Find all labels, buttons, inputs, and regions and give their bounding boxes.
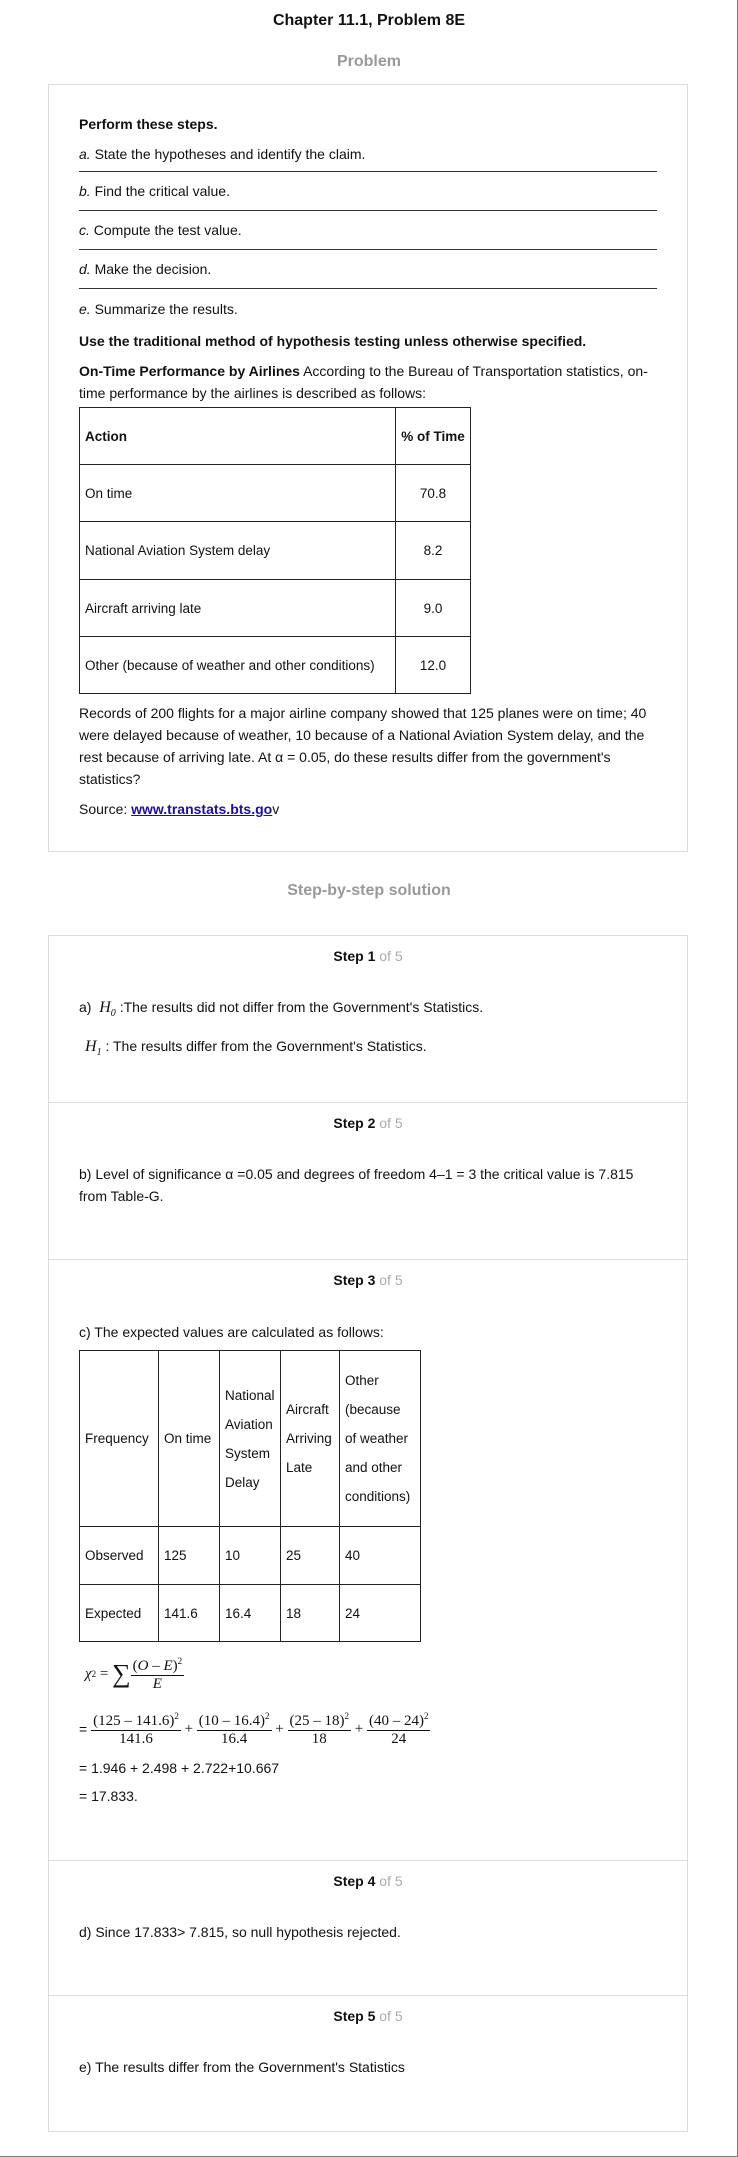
- source-label: Source:: [79, 801, 132, 817]
- table-cell: 16.4: [220, 1585, 281, 1642]
- table-cell: Aircraft arriving late: [80, 580, 396, 637]
- problem-heading: Problem: [336, 53, 401, 70]
- chi-square-substitution: = $\frac{(125 - 141.6)^2}{141.6}$ + $\frac{(10 - 16.4)^2}{16.4}$ + $\frac{(25 - 18)^2}{18}$ + $\frac{(40 - 24)^2}{24}$: [79, 1710, 429, 1747]
- step-text: State the hypotheses and identify the claim.: [90, 146, 366, 162]
- method-note: Use the traditional method of hypothesis testing unless otherwise specified.: [79, 333, 587, 349]
- step-text: Compute the test value.: [89, 222, 242, 238]
- problem-step-d: [79, 250, 657, 289]
- intro-paragraph: [79, 360, 657, 404]
- table-cell: On time: [80, 465, 396, 522]
- step-letter: c.: [79, 222, 90, 238]
- table-cell: 125: [159, 1527, 220, 1585]
- result-line: = 17.833.: [79, 1788, 138, 1804]
- problem-step-a: [79, 141, 657, 172]
- table-header-row: [80, 408, 471, 465]
- step-2-section: [48, 1102, 688, 1260]
- source-link[interactable]: www.transtats.bts.go: [131, 801, 273, 817]
- table-cell: 70.8: [396, 465, 471, 522]
- performance-table: [79, 407, 471, 694]
- step-5-section: [48, 1995, 688, 2132]
- h1-statement: : The results differ from the Government's Statistics.: [105, 1038, 427, 1055]
- step-1-title: Step 1 of 5: [333, 948, 403, 964]
- step-letter: a.: [79, 146, 91, 162]
- table-cell: National Aviation System delay: [80, 522, 396, 580]
- intro-bold: On-Time Performance by Airlines: [79, 363, 300, 379]
- step-text: Summarize the results.: [90, 301, 238, 317]
- source-line: [79, 798, 657, 820]
- intro-text: According to the Bureau of Transportation statistics, on-time performance by the airlines is described as follows:: [79, 363, 648, 401]
- table-cell: 18: [281, 1585, 340, 1642]
- h0-statement: :The results did not differ from the Government's Statistics.: [119, 999, 484, 1015]
- table-cell: Observed: [80, 1527, 159, 1585]
- step-text: Find the critical value.: [90, 183, 230, 199]
- table-cell: 40: [340, 1527, 421, 1585]
- step-2-title: Step 2 of 5: [333, 1115, 403, 1131]
- page-title: Chapter 11.1, Problem 8E: [272, 12, 466, 29]
- table-cell: Expected: [80, 1585, 159, 1642]
- chi-square-formula: χ 2 = ∑ $\frac{(O - E)^2}{E}$: [85, 1655, 183, 1692]
- step-letter: d.: [79, 261, 91, 277]
- table-header: National Aviation System Delay: [220, 1351, 281, 1527]
- table-header-row: [80, 1351, 421, 1527]
- step1-h1-line: $H_1$ : The results differ from the Government's Statistics.: [85, 1038, 427, 1059]
- expected-values-table: [79, 1350, 421, 1642]
- step2-text: b) Level of significance α =0.05 and degrees of freedom 4–1 = 3 the critical value is 7.815 from Table-G.: [79, 1166, 634, 1204]
- step5-text: e) The results differ from the Government's Statistics: [79, 2059, 405, 2075]
- records-paragraph: Records of 200 flights for a major airline company showed that 125 planes were on time; 40 were delayed because of weather, 10 because of a National Aviation System delay, and the rest because of arriving late. At α = 0.05, do these results differ from the government's statistics?: [79, 705, 647, 787]
- step-letter: b.: [79, 183, 91, 199]
- problem-step-c: [79, 211, 657, 250]
- problem-step-b: [79, 172, 657, 211]
- solution-heading: Step-by-step solution: [287, 882, 451, 899]
- table-row: [80, 522, 471, 580]
- table-header: Frequency: [80, 1351, 159, 1527]
- table-header: On time: [159, 1351, 220, 1527]
- step3-intro: c) The expected values are calculated as follows:: [79, 1324, 384, 1340]
- step1-h0-line: a) $H_0$ :The results did not differ from the Government's Statistics.: [79, 999, 484, 1020]
- table-row: [80, 1585, 421, 1642]
- table-cell: 25: [281, 1527, 340, 1585]
- table-cell: 24: [340, 1585, 421, 1642]
- step-4-title: Step 4 of 5: [333, 1873, 403, 1889]
- table-row: [80, 637, 471, 694]
- table-header: Aircraft Arriving Late: [281, 1351, 340, 1527]
- sum-line: = 1.946 + 2.498 + 2.722+10.667: [79, 1760, 280, 1776]
- table-cell: Other (because of weather and other conditions): [80, 637, 396, 694]
- step4-text: d) Since 17.833> 7.815, so null hypothesis rejected.: [79, 1924, 401, 1940]
- step-text: Make the decision.: [90, 261, 212, 277]
- table-header: % of Time: [396, 408, 471, 465]
- table-row: [80, 1527, 421, 1585]
- table-cell: 8.2: [396, 522, 471, 580]
- step-letter: e.: [79, 301, 91, 317]
- table-row: [80, 580, 471, 637]
- step-1-section: [48, 935, 688, 1103]
- table-cell: 141.6: [159, 1585, 220, 1642]
- table-cell: 12.0: [396, 637, 471, 694]
- table-row: [80, 465, 471, 522]
- step-4-section: [48, 1860, 688, 1996]
- table-header: Other (because of weather and other conditions): [340, 1351, 421, 1527]
- problem-card: [48, 84, 688, 852]
- step-3-section: [48, 1259, 688, 1861]
- table-cell: 10: [220, 1527, 281, 1585]
- step-3-title: Step 3 of 5: [333, 1272, 403, 1288]
- table-cell: 9.0: [396, 580, 471, 637]
- source-tail: v: [272, 801, 280, 817]
- step-5-title: Step 5 of 5: [333, 2008, 403, 2024]
- steps-heading: Perform these steps.: [79, 116, 218, 132]
- table-header: Action: [80, 408, 396, 465]
- problem-step-e: [79, 289, 657, 328]
